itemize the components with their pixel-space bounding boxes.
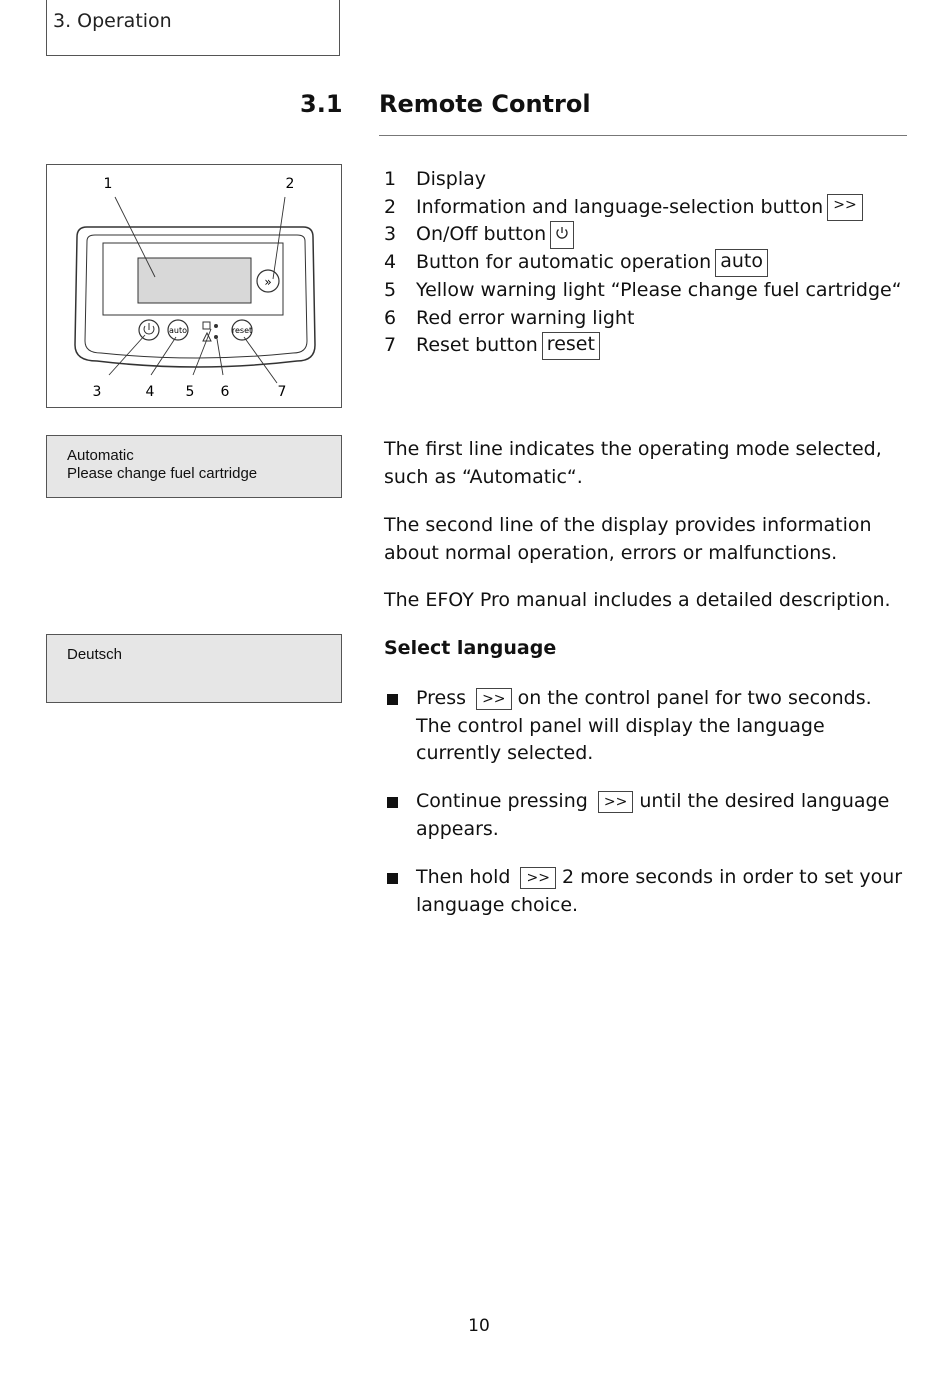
display-screen (138, 258, 251, 303)
info-key: >> (827, 194, 862, 222)
bullet-square-icon (387, 797, 398, 808)
legend-number: 3 (384, 223, 397, 246)
section-divider (379, 135, 907, 136)
power-icon (550, 221, 574, 249)
legend-text: Information and language-selection button (416, 195, 824, 218)
step-text-before: Press (416, 687, 467, 709)
info-button-glyph: » (264, 275, 272, 289)
step-text-after: 2 more seconds in order to set your language choice. (416, 866, 903, 916)
legend-item (384, 221, 902, 249)
legend-item (384, 332, 902, 360)
bullet-square-icon (387, 873, 398, 884)
legend-number: 6 (384, 306, 397, 329)
legend-number: 2 (384, 195, 397, 218)
legend-number: 4 (384, 251, 397, 274)
bullet-square-icon (387, 694, 398, 705)
legend-item (384, 194, 902, 222)
section-title: Remote Control (379, 90, 591, 118)
legend-item (384, 277, 902, 305)
step-item (384, 788, 904, 843)
callout-3: 3 (92, 384, 102, 400)
reset-key: reset (542, 332, 600, 360)
legend-text: Red error warning light (416, 306, 635, 329)
select-language-heading: Select language (384, 637, 557, 659)
legend-item (384, 305, 902, 333)
callout-1: 1 (103, 176, 113, 192)
legend-item (384, 249, 902, 277)
page-number: 10 (468, 1316, 490, 1336)
reset-button-label: reset (231, 326, 253, 335)
display-line-1: Deutsch (67, 646, 123, 663)
step-text-after: on the control panel for two seconds. The control panel will display the language currently selected. (416, 687, 872, 764)
callout-7: 7 (277, 384, 287, 400)
red-light-drawing (214, 335, 218, 339)
legend-item (384, 166, 902, 194)
legend-text: Display (416, 168, 487, 190)
legend-number: 7 (384, 334, 397, 357)
display-example-mode (46, 435, 342, 498)
legend-text: On/Off button (416, 223, 547, 246)
chapter-label: 3. Operation (53, 10, 172, 32)
legend-text: Yellow warning light “Please change fuel cartridge“ (416, 278, 902, 301)
callout-2: 2 (285, 176, 295, 192)
paragraph-manual-note: The EFOY Pro manual includes a detailed description. (384, 589, 891, 611)
callout-4: 4 (145, 384, 155, 400)
callout-5: 5 (185, 384, 195, 400)
step-text-before: Then hold (416, 866, 511, 888)
auto-key: auto (715, 249, 768, 277)
display-example-language (46, 634, 342, 703)
step-item (384, 685, 904, 768)
info-key: >> (598, 791, 633, 813)
paragraph-second-line: The second line of the display provides information about normal operation, errors or malfunctions. (384, 514, 872, 564)
remote-control-figure (46, 164, 342, 408)
legend-text: Button for automatic operation (416, 251, 712, 274)
step-text-before: Continue pressing (416, 790, 588, 812)
paragraph-first-line: The first line indicates the operating mode selected, such as “Automatic“. (384, 438, 882, 488)
yellow-light-drawing (214, 324, 218, 328)
legend-text: Reset button (416, 334, 538, 357)
legend-number: 1 (384, 168, 397, 190)
auto-button-label: auto (168, 326, 188, 335)
step-text-after: until the desired language appears. (416, 790, 890, 840)
display-line-1: Automatic (67, 447, 134, 464)
callout-6: 6 (220, 384, 230, 400)
chapter-header (46, 0, 340, 56)
component-legend (384, 166, 902, 360)
cartridge-symbol (203, 322, 210, 329)
legend-number: 5 (384, 278, 397, 301)
info-key: >> (520, 867, 555, 889)
display-line-2: Please change fuel cartridge (67, 465, 258, 482)
info-key: >> (476, 688, 511, 710)
step-item (384, 864, 904, 919)
section-number: 3.1 (300, 90, 343, 118)
remote-control-drawing (47, 165, 343, 409)
